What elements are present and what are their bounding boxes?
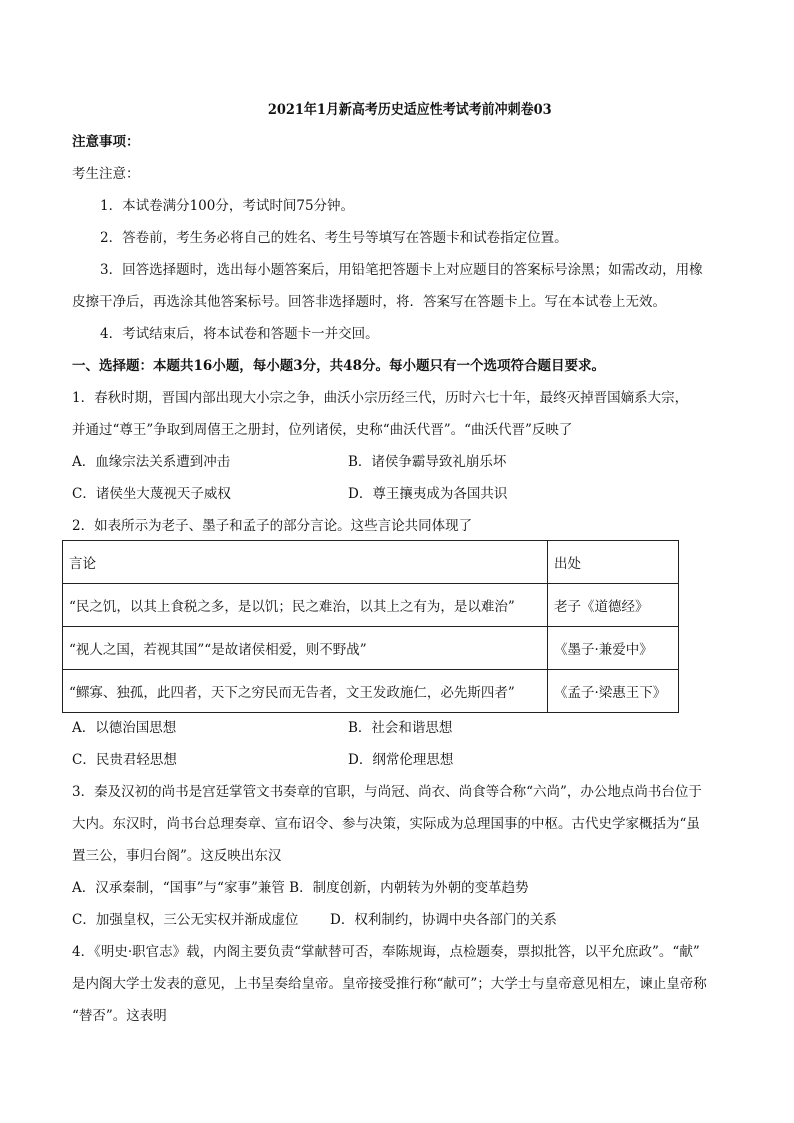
q4-stem-line2: 是内阁大学士发表的意见，上书呈奏给皇帝。皇帝接受推行称“献可”；大学士与皇帝意见相左，谏止皇帝称: [72, 976, 707, 992]
q1-stem-line2: 并通过“尊王”争取到周僖王之册封，位列诸侯，史称“曲沃代晋”。“曲沃代晋”反映了: [72, 422, 573, 438]
q2-option-a: A．以德治国思想: [72, 720, 177, 736]
q1-option-c: C．诸侯坐大蔑视天子威权: [72, 486, 231, 502]
q3-option-c: C．加强皇权，三公无实权并渐成虚位: [72, 912, 299, 928]
q3-stem-line1: 3．秦及汉初的尚书是宫廷掌管文书奏章的官职，与尚冠、尚衣、尚食等合称“六尚”，办公地点尚书台位于: [72, 784, 702, 800]
table-row: [63, 670, 679, 713]
table-cell-source: 《墨子·兼爱中》: [548, 627, 679, 670]
table-header-cell: 出处: [548, 541, 679, 584]
q2-option-b: B．社会和谐思想: [348, 720, 453, 736]
section-heading: 一、选择题：本题共16小题，每小题3分，共48分。每小题只有一个选项符合题目要求。: [72, 358, 605, 374]
q1-option-b: B．诸侯争霸导致礼崩乐坏: [348, 454, 507, 470]
notice-item-3: 3．回答选择题时，选出每小题答案后，用铅笔把答题卡上对应题目的答案标号涂黑；如需改动，用橡: [100, 262, 703, 278]
q4-stem-line3: “替否”。这表明: [72, 1008, 167, 1024]
q2-stem: 2．如表所示为老子、墨子和孟子的部分言论。这些言论共同体现了: [72, 518, 473, 534]
q3-option-ab: A．汉承秦制，“国事”与“家事”兼管 B．制度创新，内朝转为外朝的变革趋势: [72, 880, 529, 896]
table-cell-quote: “民之饥，以其上食税之多，是以饥；民之难治，以其上之有为，是以难治”: [63, 584, 548, 627]
q1-option-a: A．血缘宗法关系遭到冲击: [72, 454, 231, 470]
notice-sub: 考生注意：: [72, 166, 140, 182]
q3-stem-line3: 置三公，事归台阁”。这反映出东汉: [72, 848, 282, 864]
table-row: [63, 584, 679, 627]
notice-item-1: 1．本试卷满分100分，考试时间75分钟。: [100, 198, 355, 214]
table-cell-quote: “鳏寡、独孤，此四者，天下之穷民而无告者，文王发政施仁，必先斯四者”: [63, 670, 548, 713]
q3-option-d: D．权利制约，协调中央各部门的关系: [330, 912, 557, 928]
table-cell-source: 老子《道德经》: [548, 584, 679, 627]
notice-item-3-cont: 皮擦干净后，再选涂其他答案标号。回答非选择题时，将．答案写在答题卡上。写在本试卷上无效。: [72, 294, 666, 310]
page-title: 2021年1月新高考历史适应性考试考前冲刺卷03: [267, 102, 552, 118]
notice-item-4: 4．考试结束后，将本试卷和答题卡一并交回。: [100, 326, 379, 342]
q1-stem-line1: 1．春秋时期，晋国内部出现大小宗之争，曲沃小宗历经三代，历时六七十年，最终灭掉晋国嫡系大宗，: [72, 390, 689, 406]
notice-heading: 注意事项：: [72, 134, 140, 150]
table-cell-source: 《孟子·梁惠王下》: [548, 670, 679, 713]
notice-item-2: 2．答卷前，考生务必将自己的姓名、考生号等填写在答题卡和试卷指定位置。: [100, 230, 568, 246]
q2-option-d: D．纲常伦理思想: [348, 752, 454, 768]
table-header-row: [63, 541, 679, 584]
table-header-cell: 言论: [63, 541, 548, 584]
table-row: [63, 627, 679, 670]
q1-option-d: D．尊王攘夷成为各国共识: [348, 486, 508, 502]
q2-table: [62, 540, 679, 713]
q2-option-c: C．民贵君轻思想: [72, 752, 177, 768]
q4-stem-line1: 4．《明史·职官志》载，内阁主要负责“掌献替可否，奉陈规诲，点检题奏，票拟批答，以平允庶政”。“献”: [72, 944, 700, 960]
q3-stem-line2: 大内。东汉时，尚书台总理奏章、宣布诏令、参与决策，实际成为总理国事的中枢。古代史学家概括为“虽: [72, 816, 700, 832]
table-cell-quote: “视人之国，若视其国”“是故诸侯相爱，则不野战”: [63, 627, 548, 670]
